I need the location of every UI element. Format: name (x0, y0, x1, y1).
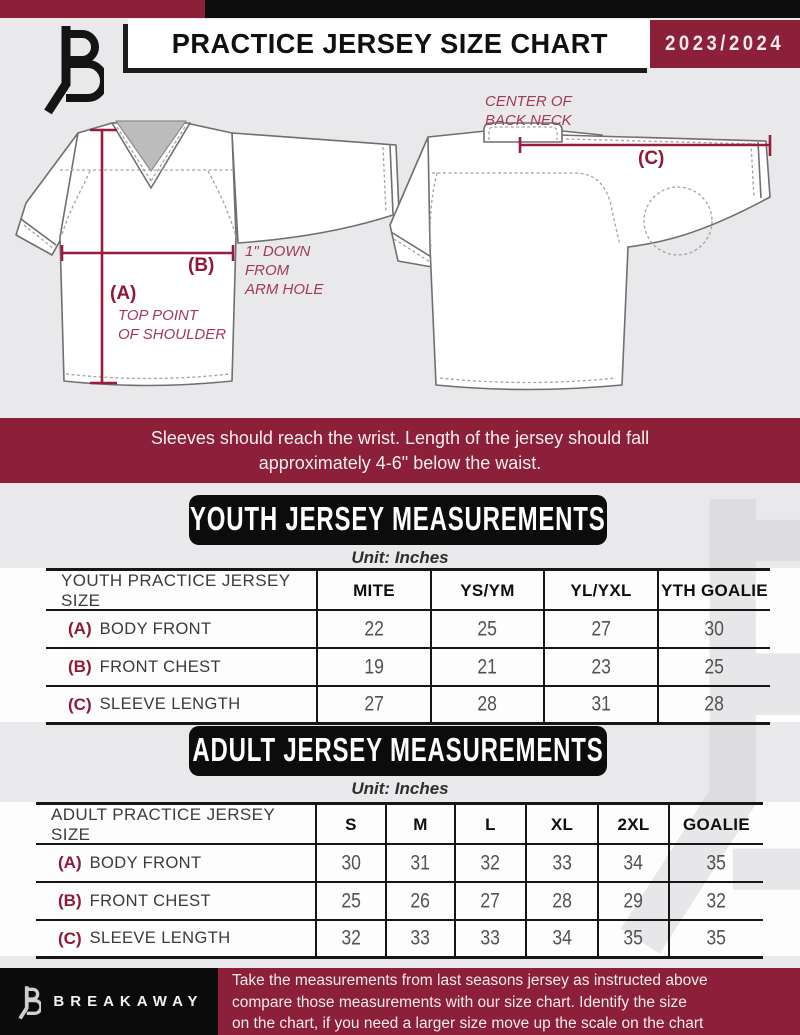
column-header: YTH GOALIE (661, 581, 768, 600)
adult-table-label-header: ADULT PRACTICE JERSEY SIZE (51, 805, 275, 844)
cell-value: 25 (341, 888, 361, 913)
breakaway-b-footer-icon (14, 984, 41, 1020)
cell-value: 32 (706, 888, 727, 913)
table-row (46, 649, 770, 687)
footer-note-line1: Take the measurements from last seasons jersey as instructed above (232, 972, 708, 990)
cell-value: 25 (704, 654, 725, 679)
cell-value: 19 (364, 654, 384, 679)
adult-heading: ADULT JERSEY MEASUREMENTS (192, 731, 604, 769)
cell-value: 33 (480, 926, 501, 950)
adult-section-banner (189, 726, 607, 776)
row-label: SLEEVE LENGTH (89, 929, 231, 947)
jersey-diagrams (0, 85, 800, 415)
cell-value: 33 (410, 926, 431, 950)
table-header-row (46, 571, 770, 611)
youth-heading: YOUTH JERSEY MEASUREMENTS (190, 500, 606, 538)
column-header: GOALIE (683, 815, 750, 834)
fit-instruction-line2: approximately 4-6" below the waist. (258, 452, 542, 473)
footer-note-line2: compare those measurements with our size chart. Identify the size (232, 993, 687, 1011)
cell-value: 27 (364, 692, 384, 716)
youth-table-label-header: YOUTH PRACTICE JERSEY SIZE (61, 571, 291, 610)
label-c-tag: (C) (638, 148, 665, 169)
table-row (46, 611, 770, 649)
table-row (36, 921, 763, 959)
table-row (36, 845, 763, 883)
column-header: YS/YM (460, 581, 515, 600)
youth-unit-label: Unit: Inches (351, 548, 449, 567)
cell-value: 30 (704, 616, 725, 641)
cell-value: 29 (623, 888, 644, 913)
table-row (46, 687, 770, 725)
column-header: S (345, 815, 357, 834)
cell-value: 35 (623, 926, 644, 950)
cell-value: 27 (480, 888, 501, 913)
row-tag: (B) (68, 657, 92, 676)
row-label: FRONT CHEST (99, 657, 222, 676)
title-box (128, 19, 652, 68)
column-header: YL/YXL (570, 581, 632, 600)
adult-unit-label: Unit: Inches (351, 779, 449, 798)
season-label: 2023/2024 (665, 32, 785, 55)
row-tag: (B) (58, 891, 82, 910)
footer-note-line3: on the chart, if you need a larger size move up the scale on the chart (232, 1015, 704, 1033)
label-c-desc: CENTER OF BACK NECK (485, 93, 572, 129)
top-strip-black (205, 0, 800, 18)
footer-brand-block (0, 968, 218, 1035)
table-header-row (36, 805, 763, 845)
season-box (650, 20, 800, 68)
label-b-tag: (B) (188, 255, 215, 276)
column-header: XL (550, 815, 574, 834)
column-header: MITE (353, 581, 395, 600)
cell-value: 32 (341, 926, 361, 950)
breakaway-b-icon (32, 20, 104, 116)
cell-value: 26 (410, 888, 431, 913)
row-label: FRONT CHEST (89, 891, 212, 910)
label-a-tag: (A) (110, 283, 137, 304)
adult-size-table (36, 802, 763, 959)
youth-size-table (46, 568, 770, 725)
cell-value: 30 (341, 850, 361, 875)
row-tag: (C) (68, 694, 92, 714)
cell-value: 23 (591, 654, 611, 679)
youth-section-banner (189, 495, 607, 545)
cell-value: 21 (477, 654, 498, 679)
cell-value: 28 (552, 888, 572, 913)
column-header: L (485, 815, 496, 834)
top-strip-maroon (0, 0, 205, 18)
row-tag: (A) (68, 619, 92, 638)
cell-value: 28 (477, 692, 498, 716)
cell-value: 31 (591, 692, 611, 716)
row-label: BODY FRONT (99, 619, 212, 638)
cell-value: 22 (364, 616, 384, 641)
label-b-desc: 1" DOWN FROM ARM HOLE (245, 243, 324, 298)
cell-value: 34 (623, 850, 644, 875)
cell-value: 32 (480, 850, 501, 875)
column-header: 2XL (617, 815, 650, 834)
row-tag: (A) (58, 853, 82, 872)
column-header: M (413, 815, 428, 834)
cell-value: 25 (477, 616, 498, 641)
footer-instructions (218, 968, 800, 1035)
back-jersey-drawing (390, 123, 770, 390)
label-a-desc: TOP POINT OF SHOULDER (118, 307, 227, 343)
row-label: BODY FRONT (89, 853, 202, 872)
brand-name: BREAKAWAY (53, 993, 204, 1010)
cell-value: 35 (706, 926, 727, 950)
cell-value: 31 (410, 850, 431, 875)
row-label: SLEEVE LENGTH (99, 695, 241, 713)
cell-value: 35 (706, 850, 727, 875)
cell-value: 27 (591, 616, 611, 641)
fit-instruction-line1: Sleeves should reach the wrist. Length of the jersey should fall (150, 427, 650, 448)
table-row (36, 883, 763, 921)
cell-value: 34 (552, 926, 572, 950)
row-tag: (C) (58, 928, 82, 948)
cell-value: 28 (704, 692, 725, 716)
fit-instruction-banner (0, 418, 800, 483)
cell-value: 33 (552, 850, 572, 875)
page-title: PRACTICE JERSEY SIZE CHART (171, 27, 609, 59)
